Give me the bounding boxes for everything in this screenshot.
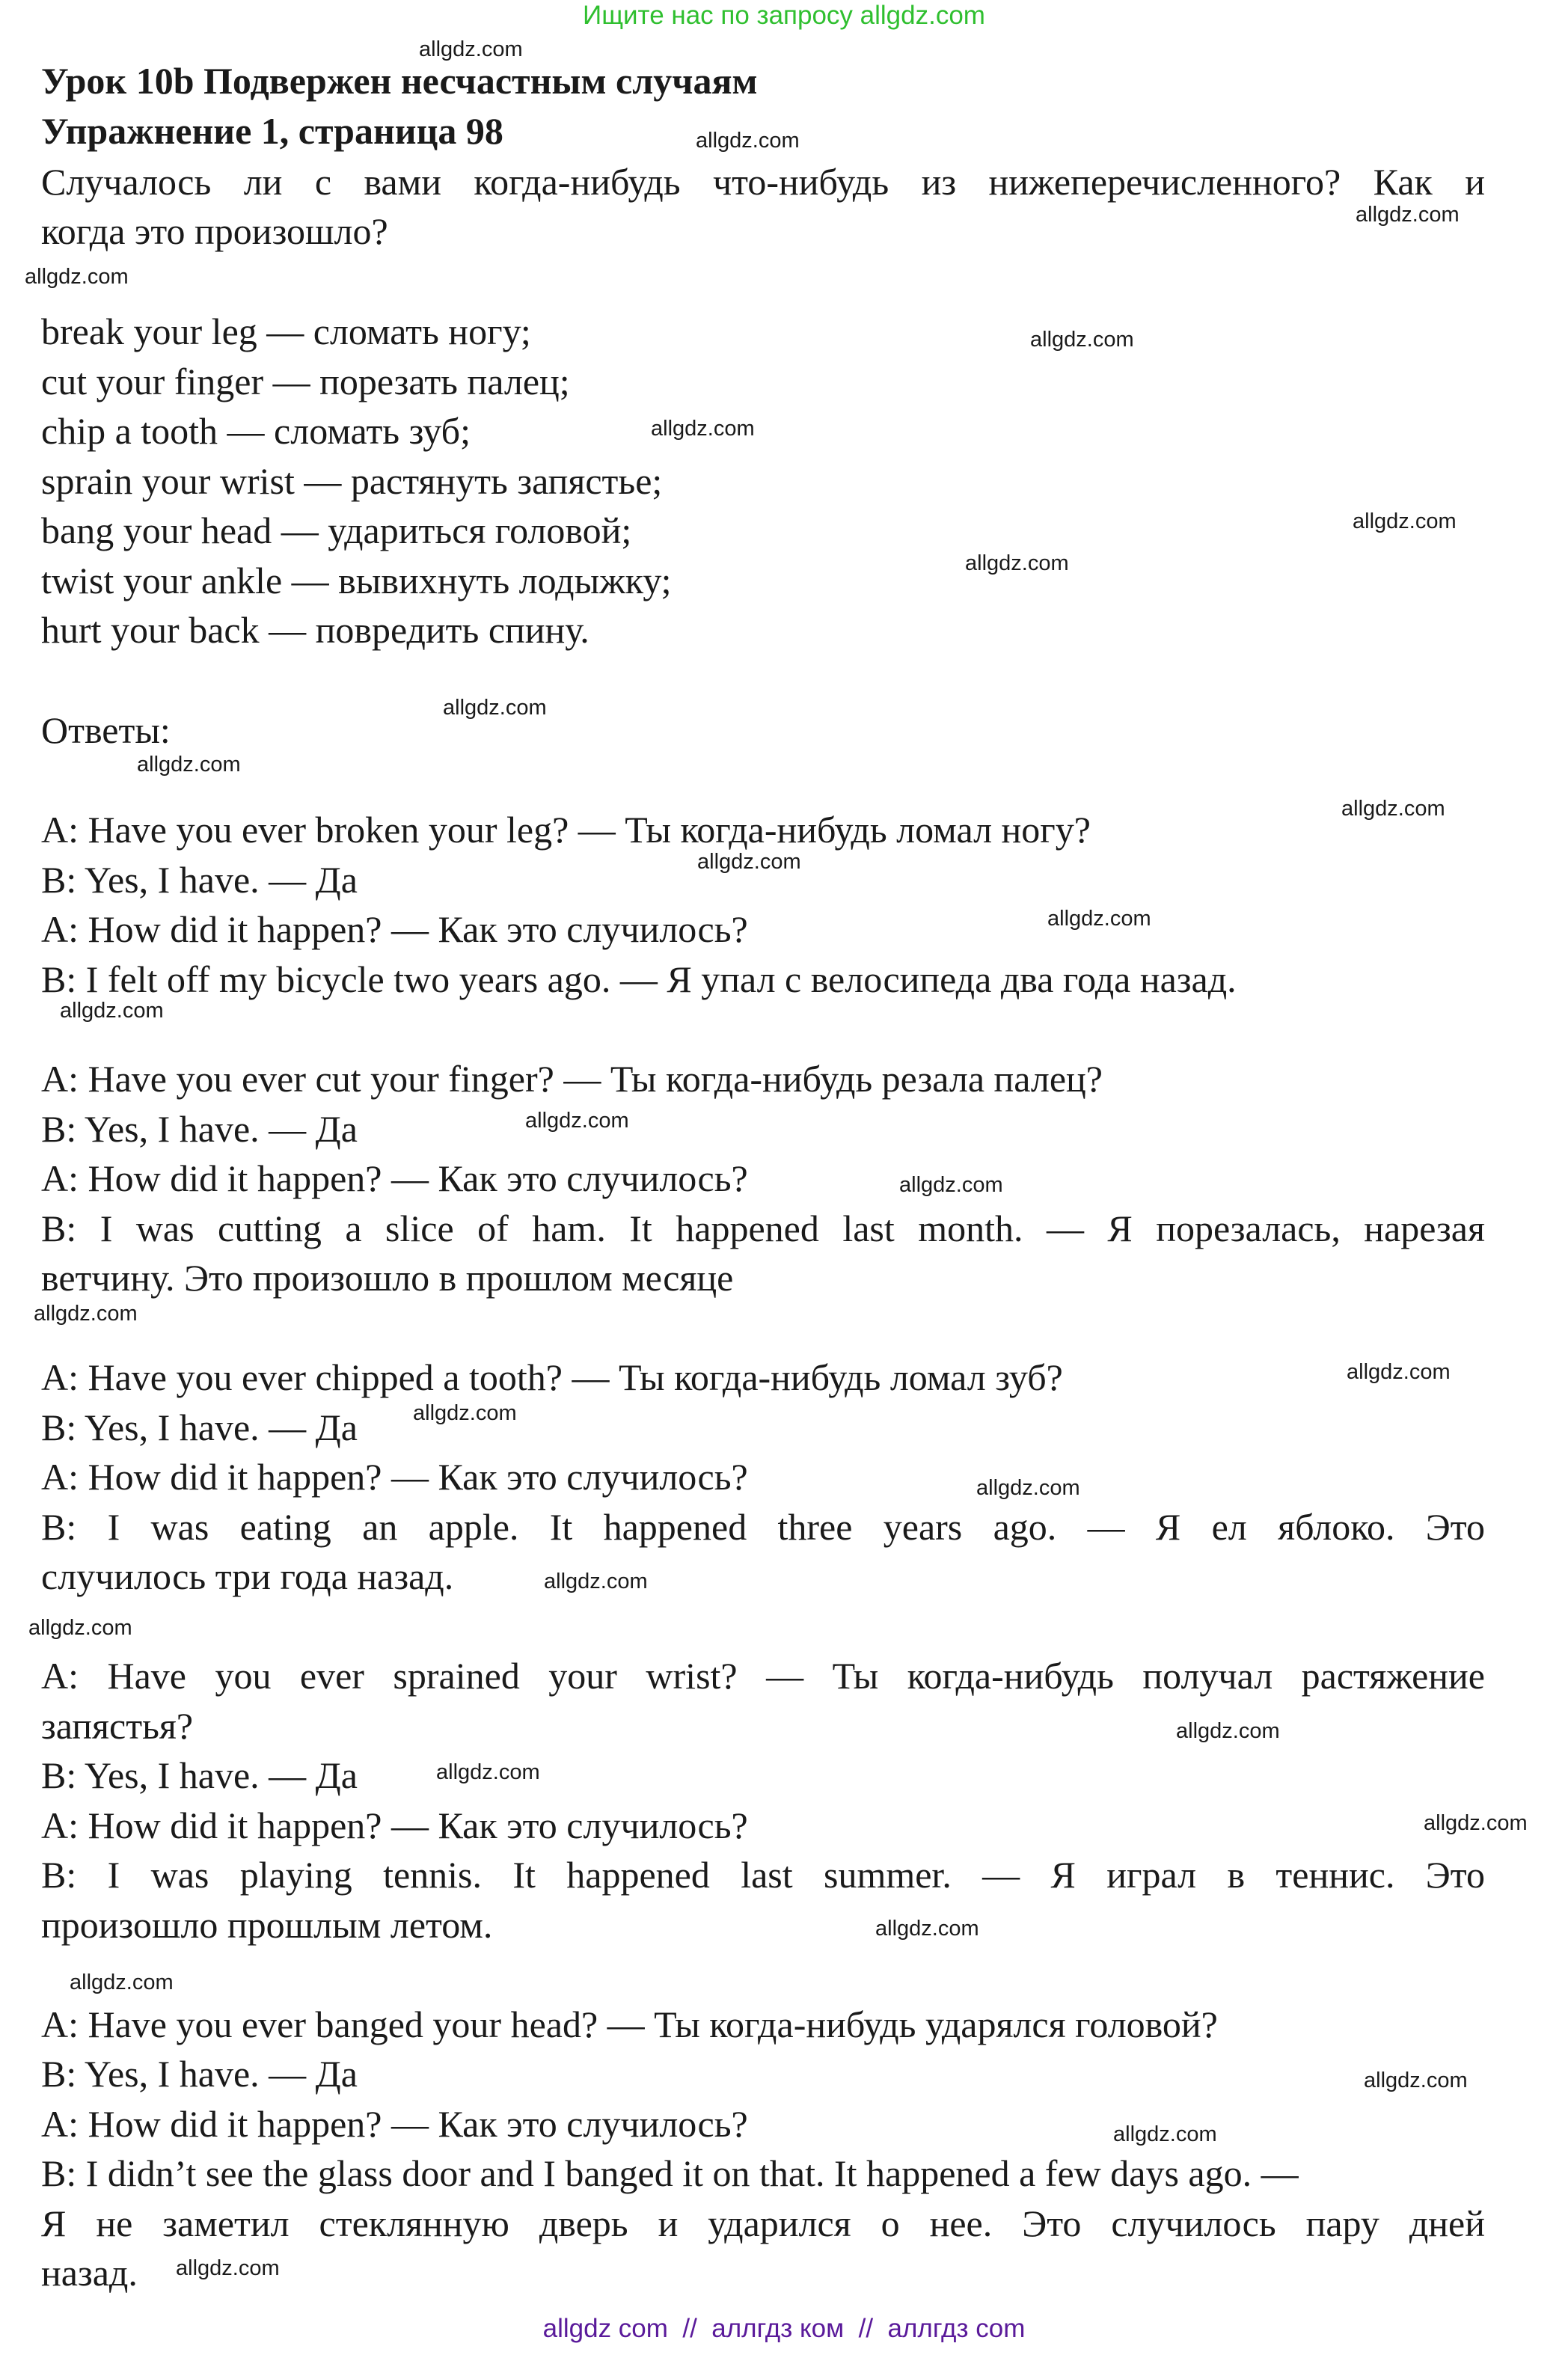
dialogue-line: A: Have you ever broken your leg? — Ты когда-нибудь ломал ногу? [41,809,1091,851]
dialogue-line: B: Yes, I have. — Да [41,1108,358,1150]
watermark: allgdz.com [137,753,241,777]
vocab-item: chip a tooth — сломать зуб; [41,410,471,452]
dialogue-line: A: How did it happen? — Как это случилось? [41,908,748,950]
watermark: allgdz.com [651,417,755,441]
dialogue-line: A: How did it happen? — Как это случилось? [41,1804,748,1846]
dialogue-line: назад. [41,2252,138,2294]
watermark: allgdz.com [1356,203,1460,227]
watermark: allgdz.com [70,1971,174,1994]
watermark: allgdz.com [443,696,547,720]
header-banner[interactable]: Ищите нас по запросу allgdz.com [583,1,985,30]
dialogue-line: B: I was cutting a slice of ham. It happened last month. — Я порезалась, нарезая [41,1207,1485,1249]
vocab-item: cut your finger — порезать палец; [41,361,570,402]
answers-label: Ответы: [41,709,171,751]
dialogue-line: случилось три года назад. [41,1555,454,1597]
dialogue-line: B: Yes, I have. — Да [41,859,358,901]
dialogue-line: произошло прошлым летом. [41,1904,493,1946]
question-line-2: когда это произошло? [41,210,388,252]
dialogue-line: ветчину. Это произошло в прошлом месяце [41,1257,734,1299]
dialogue-line: B: I was eating an apple. It happened three years ago. — Я ел яблоко. Это [41,1506,1485,1548]
vocab-item: hurt your back — повредить спину. [41,609,589,651]
dialogue-line: A: Have you ever banged your head? — Ты когда-нибудь ударялся головой? [41,2003,1218,2045]
dialogue-line: A: How did it happen? — Как это случилось? [41,1157,748,1199]
dialogue-line: B: I felt off my bicycle two years ago. — Я упал с велосипеда два года назад. [41,958,1237,1000]
watermark: allgdz.com [1047,907,1151,931]
watermark: allgdz.com [1341,797,1445,821]
watermark: allgdz.com [544,1570,648,1593]
watermark: allgdz.com [25,265,129,289]
dialogue-line: Я не заметил стеклянную дверь и ударился о нее. Это случилось пару дней [41,2202,1485,2244]
dialogue-line: B: Yes, I have. — Да [41,2053,358,2095]
watermark: allgdz.com [1176,1719,1280,1743]
exercise-subtitle: Упражнение 1, страница 98 [41,110,503,152]
dialogue-line: B: I was playing tennis. It happened last summer. — Я играл в теннис. Это [41,1854,1485,1896]
watermark: allgdz.com [1113,2122,1217,2146]
question-line-1: Случалось ли с вами когда-нибудь что-нибудь из нижеперечисленного? Как и [41,161,1485,203]
watermark: allgdz.com [875,1917,979,1941]
vocab-item: sprain your wrist — растянуть запястье; [41,460,663,502]
dialogue-line: B: Yes, I have. — Да [41,1406,358,1448]
watermark: allgdz.com [419,37,523,61]
watermark: allgdz.com [1353,509,1457,533]
footer-banner[interactable]: allgdz com // аллгдз ком // аллгдз com [542,2314,1026,2343]
vocab-item: bang your head — удариться головой; [41,509,632,551]
dialogue-line: A: How did it happen? — Как это случилось? [41,2103,748,2145]
dialogue-line: запястья? [41,1705,194,1747]
dialogue-line: A: How did it happen? — Как это случилось? [41,1456,748,1498]
watermark: allgdz.com [60,999,164,1023]
dialogue-line: B: Yes, I have. — Да [41,1754,358,1796]
watermark: allgdz.com [696,129,800,153]
dialogue-line: A: Have you ever cut your finger? — Ты когда-нибудь резала палец? [41,1058,1103,1100]
dialogue-line: A: Have you ever chipped a tooth? — Ты когда-нибудь ломал зуб? [41,1356,1063,1398]
watermark: allgdz.com [965,551,1069,575]
watermark: allgdz.com [34,1302,138,1326]
watermark: allgdz.com [436,1760,540,1784]
watermark: allgdz.com [1030,328,1134,352]
watermark: allgdz.com [1424,1811,1528,1835]
watermark: allgdz.com [899,1173,1003,1197]
watermark: allgdz.com [1364,2069,1468,2092]
watermark: allgdz.com [176,2256,280,2280]
dialogue-line: A: Have you ever sprained your wrist? — Ты когда-нибудь получал растяжение [41,1655,1485,1697]
vocab-item: break your leg — сломать ногу; [41,310,531,352]
watermark: allgdz.com [28,1616,132,1640]
watermark: allgdz.com [1347,1360,1451,1384]
watermark: allgdz.com [525,1109,629,1133]
lesson-title: Урок 10b Подвержен несчастным случаям [41,60,758,102]
watermark: allgdz.com [697,850,801,874]
watermark: allgdz.com [976,1476,1080,1500]
vocab-item: twist your ankle — вывихнуть лодыжку; [41,560,672,601]
dialogue-line: B: I didn’t see the glass door and I banged it on that. It happened a few days ago. — [41,2152,1299,2194]
watermark: allgdz.com [413,1401,517,1425]
